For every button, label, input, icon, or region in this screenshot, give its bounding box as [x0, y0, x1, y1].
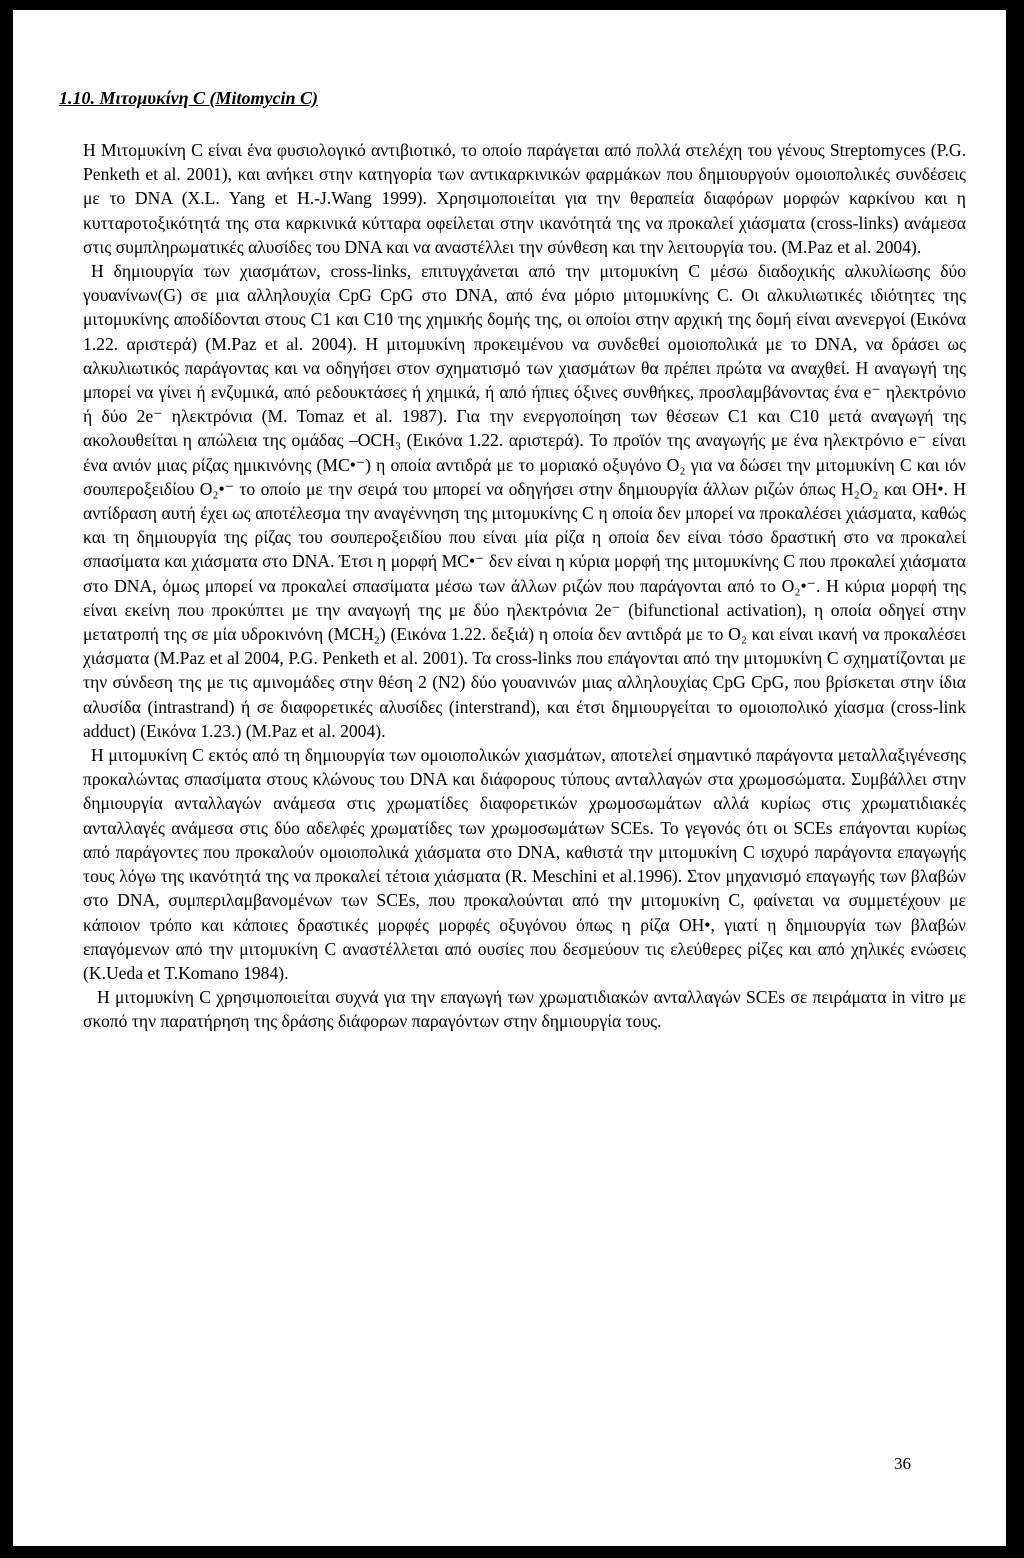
paragraph: Η μιτομυκίνη C εκτός από τη δημιουργία των ομοιοπολικών χιασμάτων, αποτελεί σημαντικό παράγοντα μεταλλαξιγένεσης προκαλώντας σπασίματα στους κλώνους του DNA και διάφορους τύπους ανταλλαγών στα χρωμοσώματα. Συμβάλλει στην δημιουργία ανταλλαγών ανάμεσα στις χρωματίδες διαφορετικών χρωμοσωμάτων αλλά κυρίως στις χρωματιδιακές ανταλλαγές ανάμεσα στις δύο αδελφές χρωματίδες των χρωμοσωμάτων SCEs. Το γεγονός ότι οι SCEs επάγονται κυρίως από παράγοντες που προκαλούν ομοιοπολικά χιάσματα στο DNA, καθιστά την μιτομυκίνη C ισχυρό παράγοντα επαγωγής τους λόγω της ικανότητά της να προκαλεί τέτοια χιάσματα (R. Meschini et al.1996). Στον μηχανισμό επαγωγής των βλαβών στο DNA, συμπεριλαμβανομένων των SCEs, που προκαλούνται από την μιτομυκίνη C, φαίνεται να συμμετέχουν με κάποιον τρόπο και κάποιες δραστικές μορφές μορφές οξυγόνου όπως η ρίζα OH•, γιατί η δημιουργία των βλαβών επαγόμενων από την μιτομυκίνη C αναστέλλεται από ουσίες που δεσμεύουν τις ελεύθερες ρίζες και από χηλικές ενώσεις (K.Ueda et T.Komano 1984). [83, 745, 966, 983]
section-heading: 1.10. Μιτομυκίνη C (Mitomycin C) [59, 88, 318, 108]
document-page [13, 10, 1006, 1546]
paragraph: Η δημιουργία των χιασμάτων, cross-links, επιτυγχάνεται από την μιτομυκίνη C μέσω διαδοχικής αλκυλίωσης δύο γουανίνων(G) σε μια αλληλουχία CpG CpG στο DNA, από ένα μόριο μιτομυκίνης C. Οι αλκυλιωτικές ιδιότητες της μιτομυκίνης αποδίδονται στους C1 και C10 της χημικής δομής της, οι οποίοι στην αρχική της δομή είναι ανενεργοί (Εικόνα 1.22. αριστερά) (M.Paz et al. 2004). Η μιτομυκίνη προκειμένου να συνδεθεί ομοιοπολικά με το DNA, να δράσει ως αλκυλιωτικός παράγοντας και να οδηγήσει στον σχηματισμό των χιασμάτων θα πρέπει πρώτα να αναχθεί. Η αναγωγή της μπορεί να γίνει ή ενζυμικά, από ρεδουκτάσες ή χημικά, ή από ήπιες όξινες συνθήκες, προσλαμβάνοντας ένα e⁻ ηλεκτρόνιο ή δύο 2e⁻ ηλεκτρόνια (M. Tomaz et al. 1987). Για την ενεργοποίηση των θέσεων C1 και C10 μετά αναγωγή της ακολουθείται η απώλεια της ομάδας –OCH₃ (Εικόνα 1.22. αριστερά). Το προϊόν της αναγωγής με ένα ηλεκτρόνιο e⁻ είναι ένα ανιόν μιας ρίζας ημικινόνης (MC•⁻) η οποία αντιδρά με το μοριακό οξυγόνο O₂ για να δώσει την μιτομυκίνη C και ιόν σουπεροξειδίου O₂•⁻ το οποίο με την σειρά του μπορεί να οδηγήσει στην δημιουργία άλλων ριζών όπως H₂O₂ και OH•. Η αντίδραση αυτή έχει ως αποτέλεσμα την αναγέννηση της μιτομυκίνης C η οποία δεν μπορεί να προκαλέσει χιάσματα, καθώς και τη δημιουργία της ρίζας του σουπεροξειδίου που είναι μία ρίζα η οποία δεν είναι τόσο δραστική στο να προκαλεί σπασίματα και χιάσματα στο DNA. Έτσι η μορφή MC•⁻ δεν είναι η κύρια μορφή της μιτομυκίνης C που προκαλεί χιάσματα στο DNA, όμως μπορεί να προκαλεί σπασίματα μέσω των άλλων ριζών που παράγονται από το O₂•⁻. Η κύρια μορφή της είναι εκείνη που προκύπτει με την αναγωγή της με δύο ηλεκτρόνια 2e⁻ (bifunctional activation), η οποία οδηγεί στην μετατροπή της σε μία υδροκινόνη (MCH₂) (Εικόνα 1.22. δεξιά) η οποία δεν αντιδρά με το O₂ και είναι ικανή να προκαλέσει χιάσματα (M.Paz et al 2004, P.G. Penketh et al. 2001). Τα cross-links που επάγονται από την μιτομυκίνη C σχηματίζονται με την σύνδεση της με τις αμινομάδες στην θέση 2 (N2) δύο γουανινών μιας αλληλουχίας CpG CpG, που βρίσκεται στην ίδια αλυσίδα (intrastrand) ή σε διαφορετικές αλυσίδες (interstrand), και έτσι δημιουργείται το ομοιοπολικό χίασμα (cross-link adduct) (Εικόνα 1.23.) (M.Paz et al. 2004). [83, 261, 966, 741]
page-number: 36 [894, 1454, 911, 1473]
page-content [59, 86, 966, 1034]
paragraph: Η Μιτομυκίνη C είναι ένα φυσιολογικό αντιβιοτικό, το οποίο παράγεται από πολλά στελέχη του γένους Streptomyces (P.G. Penketh et al. 2001), και ανήκει στην κατηγορία των αντικαρκινικών φαρμάκων που δημιουργούν ομοιοπολικές συνδέσεις με το DNA (X.L. Yang et H.-J.Wang 1999). Χρησιμοποιείται για την θεραπεία διαφόρων μορφών καρκίνου και η κυτταροτοξικότητά της στα καρκινικά κύτταρα οφείλεται στην ικανότητά της να προκαλεί χιάσματα (cross-links) ανάμεσα στις συμπληρωματικές αλυσίδες του DNA και να αναστέλλει την σύνθεση και την λειτουργία του. (M.Paz et al. 2004). [83, 140, 966, 257]
paragraph: Η μιτομυκίνη C χρησιμοποιείται συχνά για την επαγωγή των χρωματιδιακών ανταλλαγών SCEs σε πειράματα in vitro με σκοπό την παρατήρηση της δράσης διάφορων παραγόντων στην δημιουργία τους. [83, 987, 966, 1032]
